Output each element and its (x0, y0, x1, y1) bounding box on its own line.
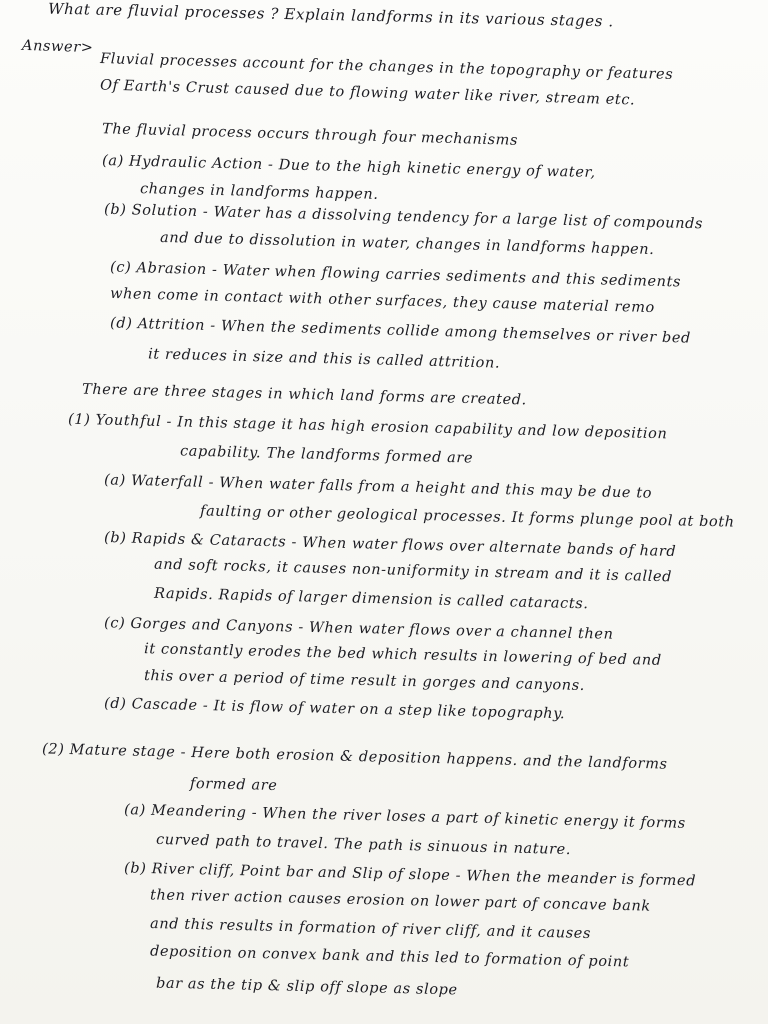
mature-stage-cont: formed are (189, 775, 278, 795)
youthful-stage-cont: capability. The landforms formed are (179, 443, 474, 467)
answer-label: Answer> (21, 37, 94, 57)
youthful-stage: (1) Youthful - In this stage it has high erosion capability and low deposition (67, 411, 668, 443)
landform-waterfall: (a) Waterfall - When water falls from a height and this may be due to (103, 472, 653, 502)
mechanism-solution-cont: and due to dissolution in water, changes in landforms happen. (159, 229, 655, 259)
mechanism-abrasion: (c) Abrasion - Water when flowing carries sediments and this sediments (109, 259, 682, 291)
mechanism-solution: (b) Solution - Water has a dissolving tendency for a large list of compounds (103, 201, 704, 233)
landform-gorges-cont: it constantly erodes the bed which results in lowering of bed and (143, 641, 662, 669)
landform-rapids: (b) Rapids & Cataracts - When water flows over alternate bands of hard (103, 530, 677, 560)
landform-rapids-cont: and soft rocks, it causes non-uniformity in stream and it is called (153, 556, 673, 586)
landform-meandering-cont: curved path to travel. The path is sinuous in nature. (155, 831, 572, 859)
landform-cascade: (d) Cascade - It is flow of water on a step like topography. (103, 695, 566, 723)
landform-river-cliff-cont: then river action causes erosion on lower part of concave bank (149, 887, 651, 915)
landform-gorges: (c) Gorges and Canyons - When water flows over a channel then (103, 615, 614, 643)
landform-river-cliff-cont-2: and this results in formation of river cliff, and it causes (149, 915, 592, 943)
answer-line-2: Of Earth's Crust caused due to flowing water like river, stream etc. (99, 77, 636, 109)
landform-meandering: (a) Meandering - When the river loses a part of kinetic energy it forms (123, 802, 686, 832)
mechanism-abrasion-cont: when come in contact with other surfaces, they cause material remo (109, 285, 656, 317)
mechanism-hydraulic-action-cont: changes in landforms happen. (139, 181, 379, 203)
question-heading: What are fluvial processes ? Explain landforms in its various stages . (47, 0, 614, 31)
landform-rapids-cont-2: Rapids. Rapids of larger dimension is called cataracts. (153, 585, 589, 613)
landform-river-cliff: (b) River cliff, Point bar and Slip of slope - When the meander is formed (123, 860, 697, 890)
answer-line-1: Fluvial processes account for the changes in the topography or features (99, 50, 674, 84)
landform-river-cliff-cont-4: bar as the tip & slip off slope as slope (155, 975, 458, 999)
landform-river-cliff-cont-3: deposition on convex bank and this led to formation of point (149, 943, 630, 971)
stages-intro: There are three stages in which land forms are created. (81, 381, 528, 409)
mature-stage: (2) Mature stage - Here both erosion & deposition happens. and the landforms (41, 741, 668, 773)
landform-gorges-cont-2: this over a period of time result in gorges and canyons. (143, 667, 586, 695)
mechanism-hydraulic-action: (a) Hydraulic Action - Due to the high kinetic energy of water, (101, 152, 596, 182)
mechanism-attrition-cont: it reduces in size and this is called attrition. (147, 346, 501, 372)
mechanisms-intro: The fluvial process occurs through four mechanisms (101, 121, 519, 149)
landform-waterfall-cont: faulting or other geological processes. It forms plunge pool at both (199, 503, 735, 531)
mechanism-attrition: (d) Attrition - When the sediments collide among themselves or river bed (109, 315, 692, 347)
